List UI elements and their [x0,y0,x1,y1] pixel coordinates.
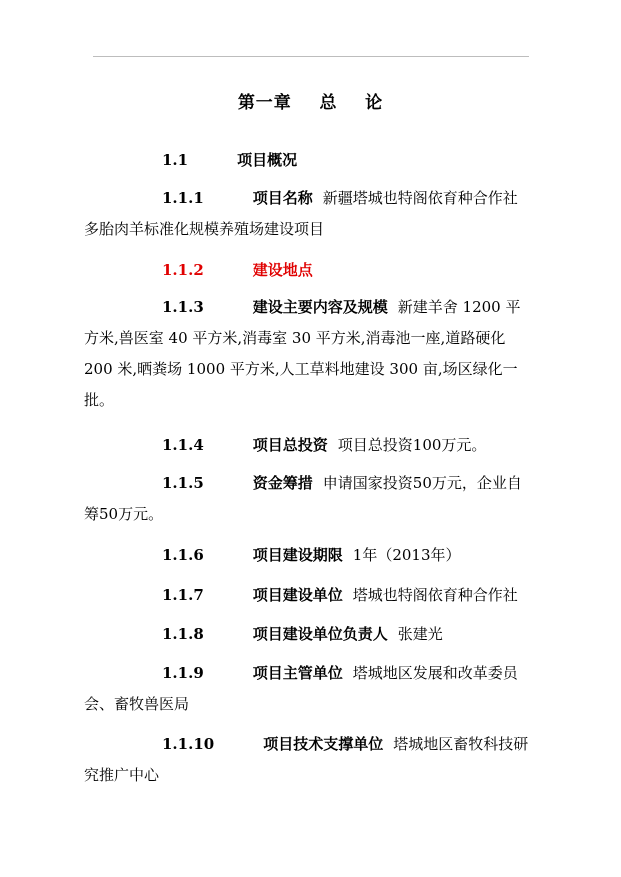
header-rule [93,56,529,57]
section-1-1-7 [84,580,529,611]
section-number: 1.1.10 [162,735,215,753]
section-1-1-4 [84,430,529,461]
section-number: 1.1.8 [162,625,204,643]
section-label: 项目总投资 [252,436,328,454]
section-label: 建设地点 [252,261,313,279]
section-text: 塔城也特阁依育种合作社 [352,586,518,604]
section-number: 1.1.5 [162,474,204,492]
section-text: 塔城地区发展和改革委员会、畜牧兽医局 [84,664,518,713]
section-text: 新疆塔城也特阁依育种合作社多胎肉羊标准化规模养殖场建设项目 [84,189,518,238]
section-label: 项目概况 [237,151,298,169]
section-text: 张建光 [397,625,443,643]
section-1-1-10 [84,729,529,791]
section-label: 项目建设单位负责人 [252,625,388,643]
section-1-1-9 [84,658,529,720]
section-number: 1.1.1 [162,189,204,207]
section-label: 建设主要内容及规模 [252,298,388,316]
section-text: 项目总投资100万元。 [337,436,487,454]
section-number: 1.1.9 [162,664,204,682]
section-1-1-3 [84,292,529,416]
section-1-1-1 [84,183,529,245]
section-label: 项目主管单位 [252,664,343,682]
section-1-1-2 [84,255,529,286]
chapter-title: 第一章 总 论 [237,93,384,113]
section-label: 资金筹措 [252,474,313,492]
section-text: 1年（2013年） [352,546,461,564]
section-label: 项目建设期限 [252,546,343,564]
section-1-1-5 [84,468,529,530]
section-number: 1.1.2 [162,261,204,279]
section-number: 1.1.3 [162,298,204,316]
section-label: 项目名称 [252,189,313,207]
section-text: 申请国家投资50万元，企业自筹50万元。 [84,474,522,523]
section-label: 项目技术支撑单位 [263,735,384,753]
section-number: 1.1.7 [162,586,204,604]
section-text: 新建羊舍 1200 平方米,兽医室 40 平方米,消毒室 30 平方米,消毒池一座,道路硬化 200 米,晒粪场 1000 平方米,人工草料地建设 300 亩,场区绿化一批。 [84,298,521,409]
section-text: 塔城地区畜牧科技研究推广中心 [84,735,529,784]
section-number: 1.1 [162,151,189,169]
section-1-1-8 [84,619,529,650]
section-number: 1.1.6 [162,546,204,564]
section-label: 项目建设单位 [252,586,343,604]
section-1-1-6 [84,540,529,571]
section-number: 1.1.4 [162,436,204,454]
section-1-1 [84,145,529,176]
